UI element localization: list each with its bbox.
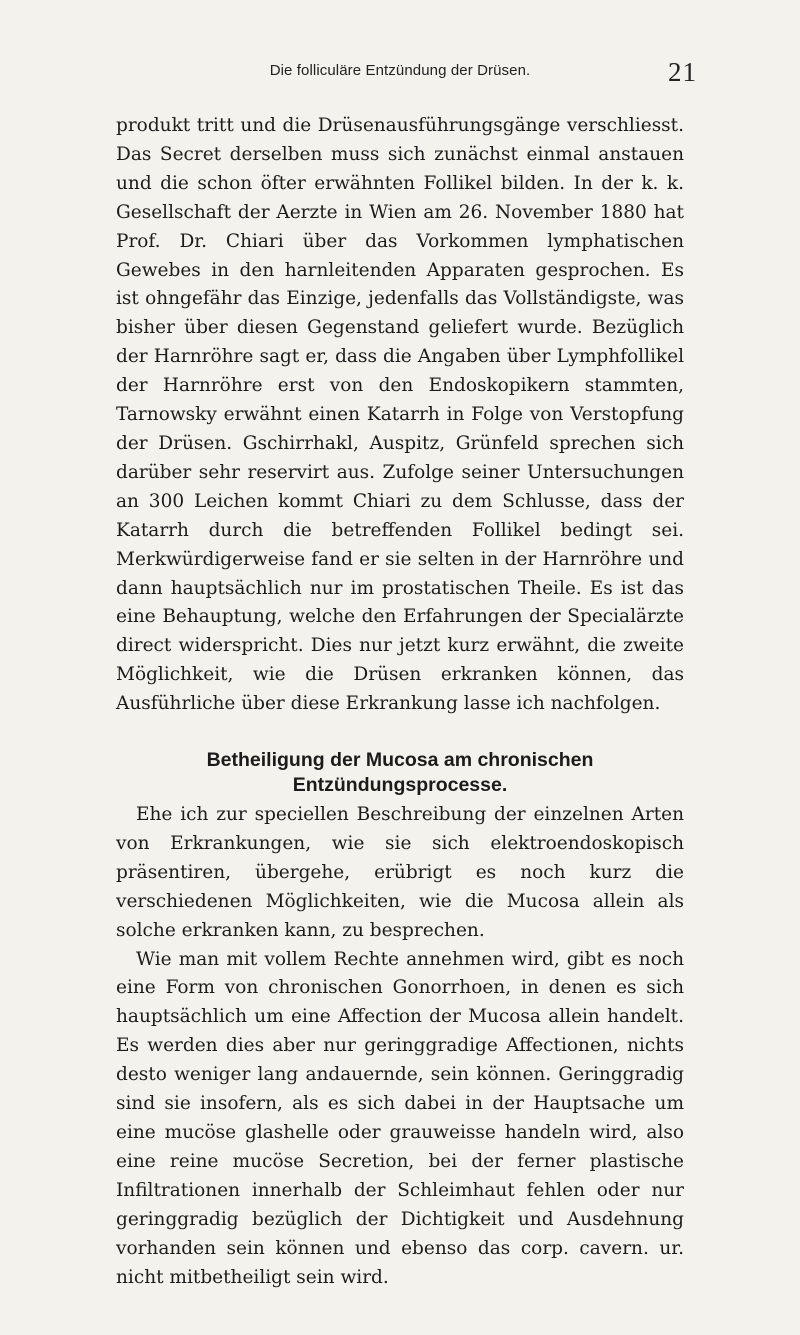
running-title: Die folliculäre Entzündung der Drüsen. bbox=[269, 62, 531, 79]
body-text bbox=[116, 112, 684, 1292]
paragraph-2: Ehe ich zur speciellen Beschreibung der einzelnen Arten von Erkrankungen, wie sie sich elektroendoskopisch präsentiren, übergehe, erübrigt es noch kurz die verschiedenen Möglichkeiten, wie die Mucosa allein als solche erkranken kann, zu besprechen. bbox=[116, 804, 684, 941]
paragraph-3: Wie man mit vollem Rechte annehmen wird, gibt es noch eine Form von chronischen Gonorrhoen, in denen es sich hauptsächlich um eine Affection der Mucosa allein handelt. Es werden dies aber nur geringgradige Affectionen, nichts desto weniger lang andauernde, sein können. Geringgradig sind sie insofern, als es sich dabei in der Hauptsache um eine mucöse glashelle oder grauweisse handeln wird, also eine reine mucöse Secretion, bei der ferner plastische Infiltrationen innerhalb der Schleimhaut fehlen oder nur geringgradig bezüglich der Dichtigkeit und Ausdehnung vorhanden sein können und ebenso das corp. cavern. ur. nicht mitbetheiligt sein wird. bbox=[116, 948, 684, 1288]
section-heading: Betheiligung der Mucosa am chronischen Entzündungsprocesse. bbox=[206, 749, 594, 797]
paragraph-1: produkt tritt und die Drüsenausführungsgänge verschliesst. Das Secret derselben muss sich zunächst einmal anstauen und die schon öfter erwähnten Follikel bilden. In der k. k. Gesellschaft der Aerzte in Wien am 26. November 1880 hat Prof. Dr. Chiari über das Vorkommen lymphatischen Gewebes in den harnleitenden Apparaten gesprochen. Es ist ohngefähr das Einzige, jedenfalls das Vollständigste, was bisher über diesen Gegenstand geliefert wurde. Bezüglich der Harnröhre sagt er, dass die Angaben über Lymphfollikel der Harnröhre erst von den Endoskopikern stammten, Tarnowsky erwähnt einen Katarrh in Folge von Verstopfung der Drüsen. Gschirrhakl, Auspitz, Grünfeld sprechen sich darüber sehr reservirt aus. Zufolge seiner Untersuchungen an 300 Leichen kommt Chiari zu dem Schlusse, dass der Katarrh durch die betreffenden Follikel bedingt sei. Merkwürdigerweise fand er sie selten in der Harnröhre und dann hauptsächlich nur im prostatischen Theile. Es ist das eine Behauptung, welche den Erfahrungen der Specialärzte direct widerspricht. Dies nur jetzt kurz erwähnt, die zweite Möglichkeit, wie die Drüsen erkranken können, das Ausführliche über diese Erkrankung lasse ich nachfolgen. bbox=[116, 115, 684, 715]
page-number: 21 bbox=[668, 57, 697, 87]
